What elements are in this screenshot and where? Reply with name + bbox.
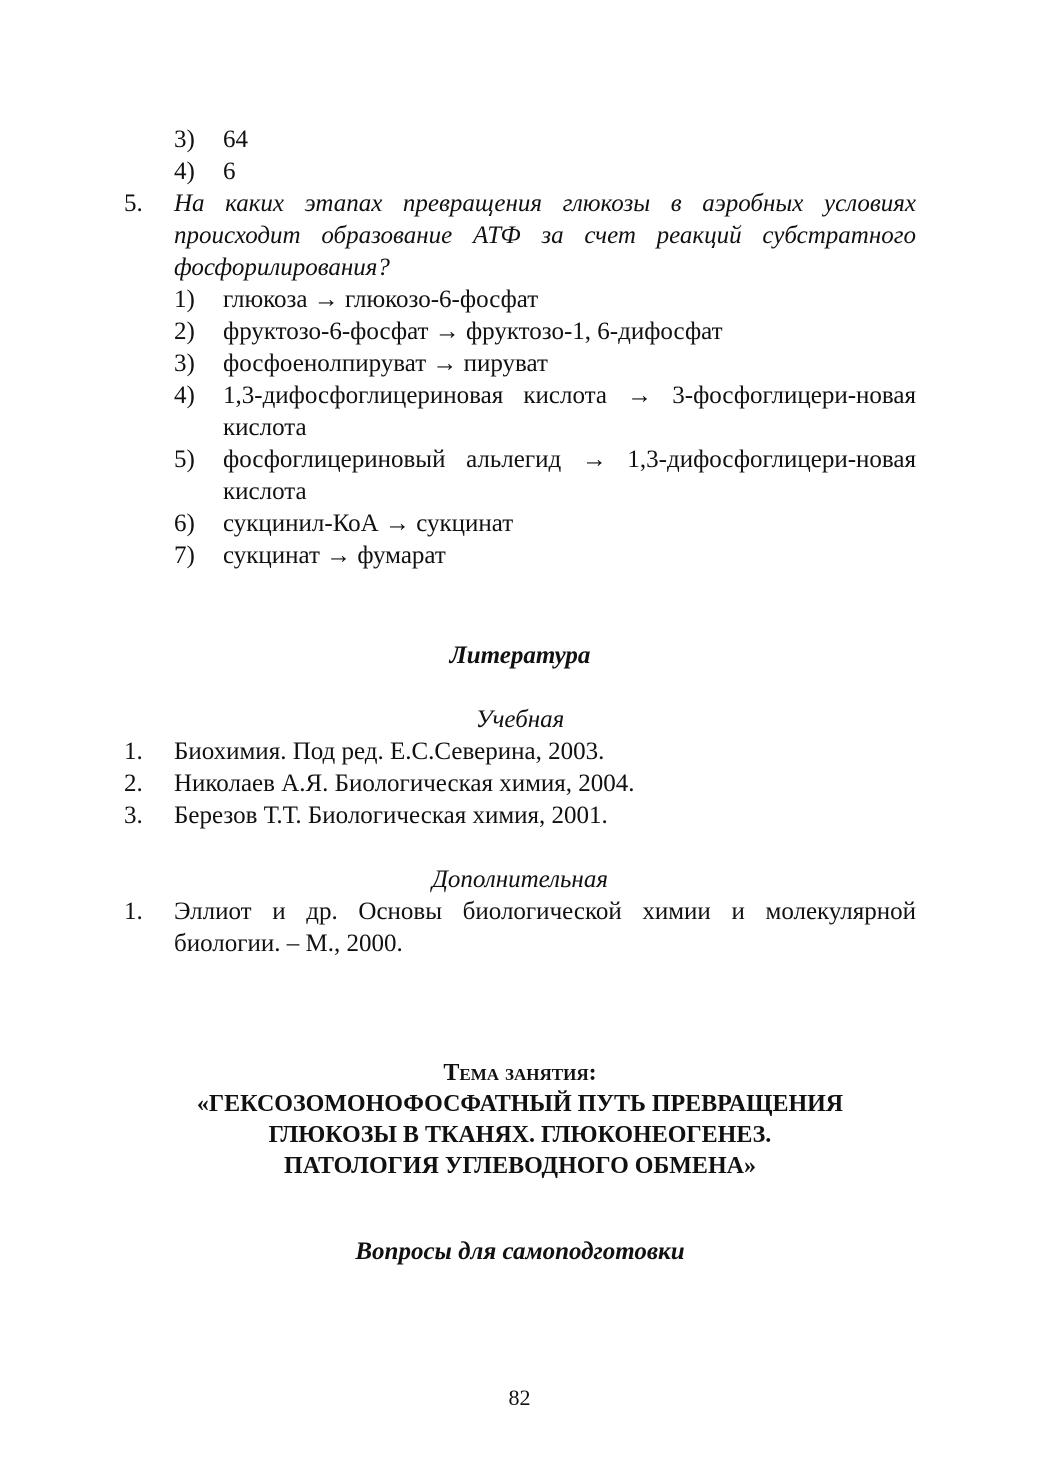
extra-literature-heading: Дополнительная <box>432 866 608 893</box>
option-number: 4) <box>174 382 195 409</box>
option-number: 3) <box>174 126 195 153</box>
option-number: 4) <box>174 158 195 185</box>
option-text: сукцинат → фумарат <box>223 542 446 569</box>
option-text: фруктозо-6-фосфат → фруктозо-1, 6-дифосфат <box>223 318 723 345</box>
question-number: 5. <box>124 190 143 217</box>
option-text: 64 <box>223 126 248 153</box>
option-text: сукцинил-КоА → сукцинат <box>223 510 514 537</box>
option-number: 1) <box>174 286 195 313</box>
option-number: 3) <box>174 350 195 377</box>
literature-item <box>124 896 916 960</box>
topic-label: Тема занятия: <box>443 1060 597 1086</box>
option-item <box>124 444 916 508</box>
option-number: 5) <box>174 446 195 473</box>
literature-text: Биохимия. Под ред. Е.С.Северина, 2003. <box>174 738 605 765</box>
literature-number: 3. <box>124 802 143 829</box>
option-number: 6) <box>174 510 195 537</box>
option-text: 1,3-дифосфоглицериновая кислота → 3-фосфоглицери-новая кислота <box>223 382 916 441</box>
literature-number: 2. <box>124 770 143 797</box>
literature-item <box>124 736 916 768</box>
question-5 <box>124 188 916 572</box>
self-study-heading: Вопросы для самоподготовки <box>355 1238 685 1265</box>
literature-number: 1. <box>124 738 143 765</box>
literature-item <box>124 800 916 832</box>
extra-literature-list <box>124 896 916 960</box>
topic-title-line-2: ГЛЮКОЗЫ В ТКАНЯХ. ГЛЮКОНЕОГЕНЕЗ. <box>268 1122 772 1148</box>
option-item <box>124 508 916 540</box>
literature-text: Эллиот и др. Основы биологической химии и молекулярной биологии. – М., 2000. <box>174 898 916 957</box>
topic-title-line-3: ПАТОЛОГИЯ УГЛЕВОДНОГО ОБМЕНА» <box>284 1153 756 1179</box>
option-text: фосфоенолпируват → пируват <box>223 350 548 377</box>
literature-text: Березов Т.Т. Биологическая химия, 2001. <box>174 802 608 829</box>
literature-heading: Литература <box>449 642 591 669</box>
option-text: 6 <box>223 158 236 185</box>
question-row <box>124 188 916 284</box>
option-number: 2) <box>174 318 195 345</box>
page-number: 82 <box>508 1385 531 1410</box>
option-number: 7) <box>174 542 195 569</box>
literature-number: 1. <box>124 898 143 925</box>
option-item <box>124 380 916 444</box>
question-text: На каких этапах превращения глюкозы в аэробных условиях происходит образование АТФ за счет реакций субстратного фосфорилирования? <box>174 190 916 281</box>
literature-item <box>124 768 916 800</box>
option-text: фосфоглицериновый альлегид → 1,3-дифосфоглицери-новая кислота <box>223 446 916 505</box>
option-text: глюкоза → глюкозо-6-фосфат <box>223 286 539 313</box>
topic-title-line-1: «ГЕКСОЗОМОНОФОСФАТНЫЙ ПУТЬ ПРЕВРАЩЕНИЯ <box>196 1091 844 1117</box>
option-item <box>124 284 916 316</box>
option-item <box>124 124 916 156</box>
option-item <box>124 348 916 380</box>
main-literature-heading: Учебная <box>475 706 565 733</box>
main-literature-list <box>124 736 916 832</box>
option-item <box>124 156 916 188</box>
previous-question-options <box>124 124 916 188</box>
option-item <box>124 316 916 348</box>
literature-text: Николаев А.Я. Биологическая химия, 2004. <box>174 770 635 797</box>
option-item <box>124 540 916 572</box>
